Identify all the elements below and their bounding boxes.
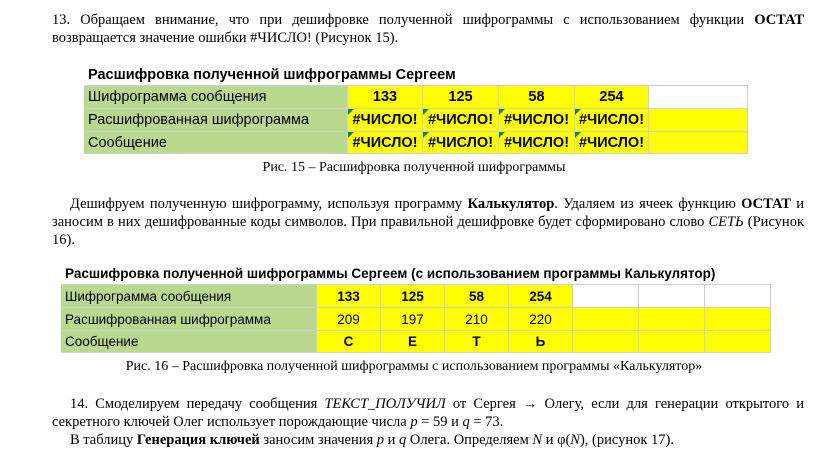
error-marker-icon xyxy=(575,132,581,138)
sheet2-row1-value: 58 xyxy=(445,285,509,308)
error-marker-icon xyxy=(348,109,354,115)
sheet1-empty-cell xyxy=(649,86,748,109)
sheet2-row3-label: Сообщение xyxy=(61,331,317,353)
decrypt-calculator-name: Калькулятор xyxy=(467,196,555,212)
sheet2-row1-value: 125 xyxy=(381,285,445,308)
decrypt-func-name: ОСТАТ xyxy=(741,196,791,212)
error-marker-icon xyxy=(423,132,429,138)
item13-text-before: 13. Обращаем внимание, что при дешифровке полученной шифрограммы с использованием функции xyxy=(52,12,755,28)
item14-q: q xyxy=(462,414,470,430)
sheet2-row1-label: Шифрограмма сообщения xyxy=(61,285,317,308)
item14b-text-5: и φ( xyxy=(542,432,571,448)
sheet1-row1-value: 133 xyxy=(348,86,423,109)
table-row xyxy=(84,86,748,109)
sheet1-row2-error: #ЧИСЛО! xyxy=(499,109,575,132)
sheet2-row2-value: 209 xyxy=(317,308,381,331)
sheet1-row2-error: #ЧИСЛО! xyxy=(575,109,649,132)
table-row xyxy=(61,308,771,331)
spreadsheet-figure-16 xyxy=(61,263,771,353)
sheet2-yellow-cell xyxy=(705,331,771,353)
item14-text-1: 14. Смоделируем передачу сообщения xyxy=(70,396,325,412)
sheet2-row1-value: 133 xyxy=(317,285,381,308)
error-marker-icon xyxy=(575,109,581,115)
table-row xyxy=(61,331,771,353)
decrypt-word: СЕТЬ xyxy=(708,214,744,230)
sheet1-row3-label: Сообщение xyxy=(84,132,348,154)
sheet1-row1-label: Шифрограмма сообщения xyxy=(84,86,348,109)
sheet1-title-row xyxy=(84,64,748,86)
item14b-n: N xyxy=(532,432,543,448)
item14b-text-2: заносим значения xyxy=(259,432,377,448)
decrypt-text-2: . Удаляем из ячеек функцию xyxy=(554,196,742,212)
error-marker-icon xyxy=(348,132,354,138)
item14b-table-name: Генерация ключей xyxy=(136,432,260,448)
item14-text-3: = 59 и xyxy=(417,414,463,430)
sheet1-row2-label: Расшифрованная шифрограмма xyxy=(84,109,348,132)
sheet2-row2-value: 220 xyxy=(509,308,573,331)
sheet2-yellow-cell xyxy=(639,308,705,331)
item13-text-after: возвращается значение ошибки #ЧИСЛО! (Рисунок 15). xyxy=(52,30,399,46)
sheet2-row3-value: Е xyxy=(381,331,445,353)
paragraph-item-13 xyxy=(52,11,804,47)
sheet2-title-row xyxy=(61,263,771,285)
item14-text-4: = 73. xyxy=(469,414,504,430)
sheet2-row3-value: Т xyxy=(445,331,509,353)
sheet1-row3-error: #ЧИСЛО! xyxy=(499,132,575,154)
decrypt-text-4: (Рисунок 16). xyxy=(52,214,804,248)
sheet2-title: Расшифровка полученной шифрограммы Сергеем (с использованием программы Калькулятор) xyxy=(61,263,771,285)
item14b-p: p xyxy=(376,432,385,448)
item14b-q: q xyxy=(399,432,407,448)
paragraph-item-14b xyxy=(52,431,804,449)
sheet2-row2-value: 197 xyxy=(381,308,445,331)
sheet1-row3-error: #ЧИСЛО! xyxy=(348,132,423,154)
decrypt-text-3: и заносим в них дешифрованные коды символов. При правильной дешифровке будет сформировано слово xyxy=(52,196,804,230)
decrypt-text-1: Дешифруем полученную шифрограмму, используя программу xyxy=(70,196,468,212)
error-marker-icon xyxy=(499,132,505,138)
sheet1-row2-error: #ЧИСЛО! xyxy=(423,109,499,132)
item14-text-2: от Сергея → Олегу, если для генерации открытого и секретного ключей Олег использует порождающие числа xyxy=(52,396,804,430)
sheet2-row2-value: 210 xyxy=(445,308,509,331)
sheet2-yellow-cell xyxy=(639,331,705,353)
sheet2-empty-cell xyxy=(639,285,705,308)
table-row xyxy=(61,285,771,308)
sheet1-row3-error: #ЧИСЛО! xyxy=(575,132,649,154)
paragraph-item-14 xyxy=(52,395,804,431)
item14-message: ТЕКСТ_ПОЛУЧИЛ xyxy=(324,396,446,412)
sheet1-row1-value: 58 xyxy=(499,86,575,109)
sheet1-yellow-cell xyxy=(649,132,748,154)
sheet2-empty-cell xyxy=(573,285,639,308)
sheet2-yellow-cell xyxy=(573,308,639,331)
spreadsheet-figure-15 xyxy=(84,64,748,154)
error-marker-icon xyxy=(499,109,505,115)
figure-16-caption: Рис. 16 – Расшифровка полученной шифрограммы с использованием программы «Калькулятор» xyxy=(125,359,703,374)
table-row xyxy=(84,109,748,132)
sheet2-row3-value: С xyxy=(317,331,381,353)
error-marker-icon xyxy=(423,109,429,115)
item14-p: p xyxy=(410,414,418,430)
sheet1-yellow-cell xyxy=(649,109,748,132)
paragraph-decrypt xyxy=(52,195,804,249)
table-row xyxy=(84,132,748,154)
item14b-text-3: и xyxy=(384,432,400,448)
sheet2-row1-value: 254 xyxy=(509,285,573,308)
sheet1-title: Расшифровка полученной шифрограммы Сергеем xyxy=(84,64,748,86)
figure-15-caption: Рис. 15 – Расшифровка полученной шифрограммы xyxy=(262,160,566,175)
sheet2-row3-value: Ь xyxy=(509,331,573,353)
sheet1-row1-value: 125 xyxy=(423,86,499,109)
sheet2-empty-cell xyxy=(705,285,771,308)
sheet2-row2-label: Расшифрованная шифрограмма xyxy=(61,308,317,331)
sheet1-row2-error: #ЧИСЛО! xyxy=(348,109,423,132)
item13-func-name: ОСТАТ xyxy=(754,12,804,28)
sheet1-row3-error: #ЧИСЛО! xyxy=(423,132,499,154)
sheet2-yellow-cell xyxy=(573,331,639,353)
sheet1-row1-value: 254 xyxy=(575,86,649,109)
item14b-text-1: В таблицу xyxy=(70,432,137,448)
sheet2-yellow-cell xyxy=(705,308,771,331)
item14b-text-4: Олега. Определяем xyxy=(406,432,533,448)
item14b-n2: N xyxy=(570,432,580,448)
item14b-text-6: ), (рисунок 17). xyxy=(579,432,674,448)
